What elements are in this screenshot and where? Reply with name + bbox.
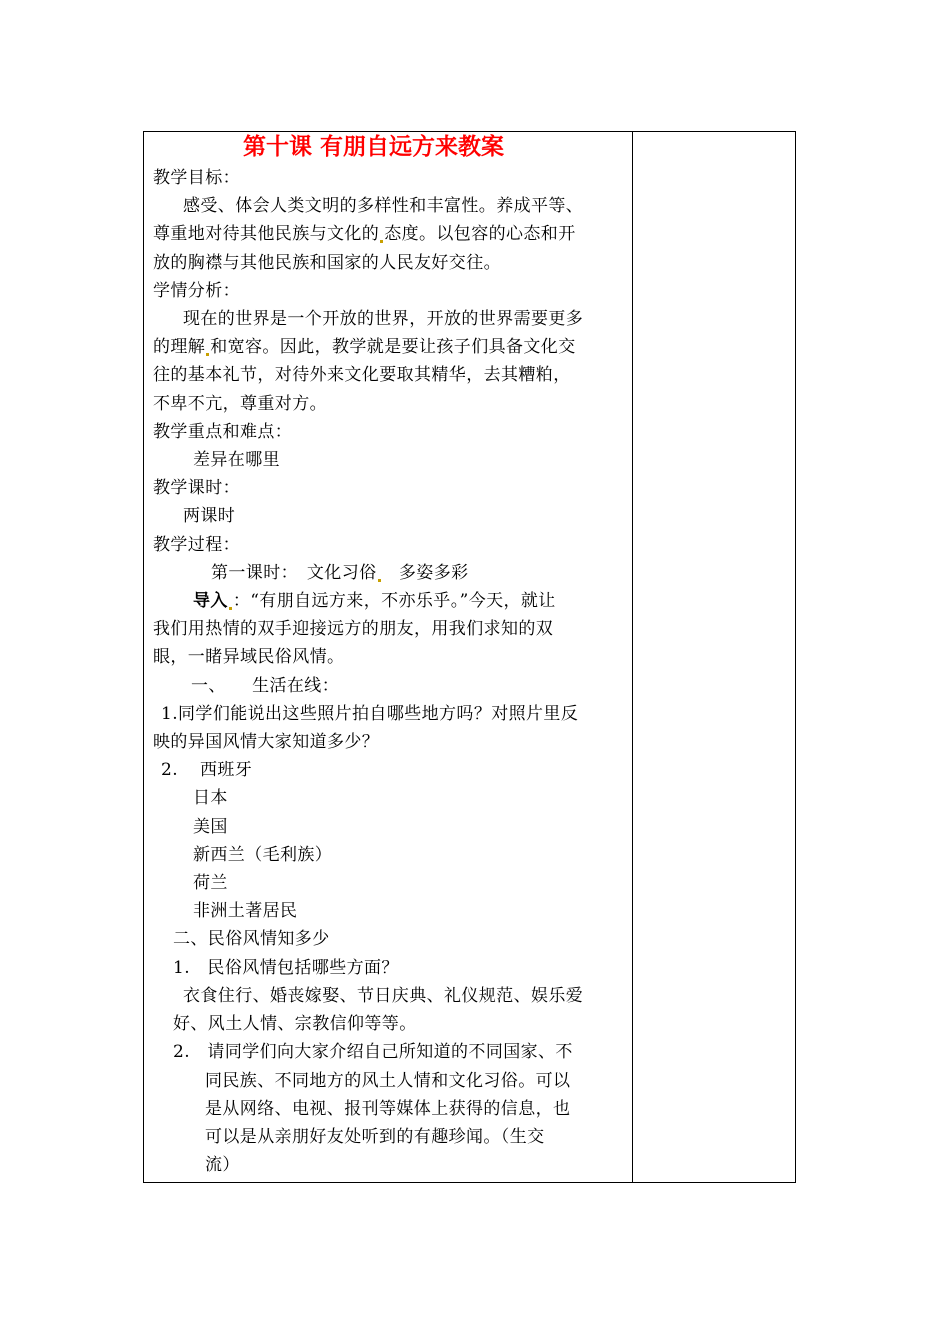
objectives-heading: 教学目标：: [153, 168, 240, 188]
analysis-line-4: 不卑不亢，尊重对方。: [153, 393, 327, 414]
place-item: 新西兰（毛利族）: [193, 844, 333, 865]
section-2-question-1: 1. 民俗风情包括哪些方面？: [173, 957, 399, 978]
objectives-line-1: 感受、体会人类文明的多样性和丰富性。养成平等、: [183, 196, 584, 217]
hours-heading: 教学课时：: [153, 478, 240, 499]
mark-dot: [229, 607, 232, 610]
intro-line-2: 我们用热情的双手迎接远方的朋友，用我们求知的双: [153, 619, 554, 640]
place-item: 荷兰: [193, 873, 228, 894]
place-item: 美国: [193, 816, 228, 837]
lesson-1-title: 第一课时： 文化习俗 多姿多彩: [211, 562, 469, 583]
section-2-question-2-line-2: 同民族、不同地方的风土人情和文化习俗。可以: [205, 1070, 571, 1091]
analysis-line-3: 往的基本礼节，对待外来文化要取其精华，去其糟粕，: [153, 365, 571, 386]
process-heading: 教学过程：: [153, 534, 240, 555]
analysis-line-2: 的理解 和宽容。因此，教学就是要让孩子们具备文化交: [153, 337, 576, 358]
section-2-question-2-line-3: 是从网络、电视、报刊等媒体上获得的信息，也: [205, 1098, 571, 1119]
section-2-answer-1-line-2: 好、风土人情、宗教信仰等等。: [173, 1014, 417, 1035]
place-item: 非洲土著居民: [193, 901, 298, 922]
key-points-body: 差异在哪里: [193, 450, 280, 471]
mark-dot: [378, 579, 381, 582]
table-column-divider: [632, 131, 633, 1183]
mark-dot: [380, 240, 383, 243]
objectives-line-2: 尊重地对待其他民族与文化的 态度。以包容的心态和开: [153, 224, 576, 245]
question-1-line-2: 映的异国风情大家知道多少？: [153, 732, 380, 753]
analysis-heading: 学情分析：: [153, 280, 240, 301]
section-2-heading: 二、民俗风情知多少: [173, 929, 330, 950]
question-1-line-1: 1.同学们能说出这些照片拍自哪些地方吗？对照片里反: [161, 703, 579, 724]
section-2-question-2-line-1: 2. 请同学们向大家介绍自己所知道的不同国家、不: [173, 1042, 573, 1063]
section-2-answer-1-line-1: 衣食住行、婚丧嫁娶、节日庆典、礼仪规范、娱乐爱: [183, 985, 584, 1006]
intro-line-1: 导入 ：“有朋自远方来，不亦乐乎。”今天，就让: [193, 591, 556, 612]
section-2-question-2-line-4: 可以是从亲朋好友处听到的有趣珍闻。（生交: [205, 1126, 545, 1147]
intro-line-3: 眼，一睹异域民俗风情。: [153, 647, 345, 668]
hours-body: 两课时: [183, 506, 236, 527]
section-2-question-2-line-5: 流）: [205, 1155, 240, 1176]
place-item: 日本: [193, 788, 228, 809]
section-1-heading: 一、 生活在线：: [191, 675, 340, 696]
objectives-line-3: 放的胸襟与其他民族和国家的人民友好交往。: [153, 252, 501, 273]
question-2-line: 2. 西班牙: [161, 760, 253, 781]
page-title: 第十课 有朋自远方来教案: [243, 133, 505, 160]
analysis-line-1: 现在的世界是一个开放的世界，开放的世界需要更多: [183, 309, 584, 330]
lesson-plan-content: [153, 132, 625, 1179]
key-points-heading: 教学重点和难点：: [153, 421, 293, 442]
mark-dot: [206, 353, 209, 356]
